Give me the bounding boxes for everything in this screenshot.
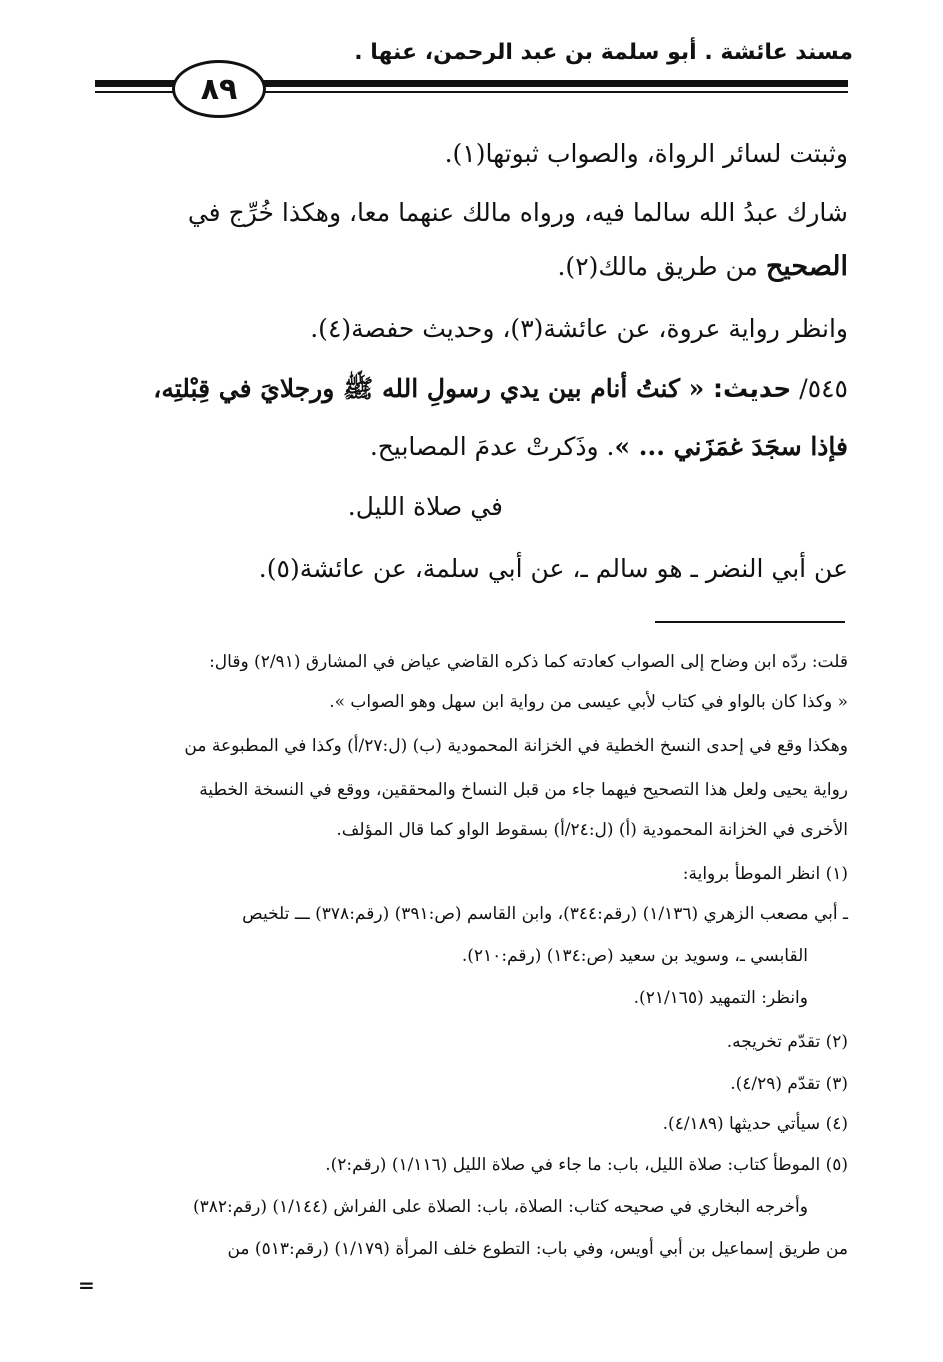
running-header: مسند عائشة . أبو سلمة بن عبد الرحمن، عنها .	[354, 40, 853, 65]
footnote-1-line-c: وانظر: التمهيد (٢١/١٦٥).	[633, 988, 808, 1008]
body-paragraph-2-rest: من طريق مالك(٢).	[557, 252, 766, 281]
footnote-separator	[655, 621, 845, 623]
body-paragraph-1: وثبتت لسائر الرواة، والصواب ثبوتها(١).	[444, 139, 848, 168]
footnote-4: (٤) سيأتي حديثها (٤/١٨٩).	[662, 1114, 848, 1134]
footnote-5-line-a: وأخرجه البخاري في صحيحه كتاب: الصلاة، باب: الصلاة على الفراش (١/١٤٤) (رقم:٣٨٢)	[192, 1197, 808, 1217]
hadith-line-1	[90, 372, 848, 406]
hadith-line-2	[90, 430, 848, 464]
footnote-note-line-3: وهكذا وقع في إحدى النسخ الخطية في الخزانة المحمودية (ب) (ل:٢٧/أ) وكذا في المطبوعة من	[184, 736, 848, 756]
footnote-1: (١) انظر الموطأ برواية:	[682, 864, 848, 884]
continuation-mark: =	[78, 1273, 95, 1297]
footnote-1-line-a: ـ أبي مصعب الزهري (١/١٣٦) (رقم:٣٤٤)، وابن القاسم (ص:٣٩١) (رقم:٣٧٨) ـــ تلخيص	[242, 904, 848, 924]
hadith-number: ٥٤٥/	[791, 374, 848, 403]
footnote-3: (٣) تقدّم (٤/٢٩).	[730, 1074, 848, 1094]
sahih-bold-word: الصحيح	[765, 251, 848, 282]
hadith-text-2-rest: . وذَكرتْ عدمَ المصابيح.	[369, 432, 615, 461]
hadith-label: حديث:	[713, 374, 792, 403]
footnote-5: (٥) الموطأ كتاب: صلاة الليل، باب: ما جاء في صلاة الليل (١/١١٦) (رقم:٢).	[325, 1155, 848, 1175]
footnote-5-line-b: من طريق إسماعيل بن أبي أويس، وفي باب: التطوع خلف المرأة (١/١٧٩) (رقم:٥١٣) من	[227, 1239, 848, 1259]
footnote-note-line-5: الأخرى في الخزانة المحمودية (أ) (ل:٢٤/أ) بسقوط الواو كما قال المؤلف.	[336, 820, 848, 840]
footnote-note-line-1: قلت: ردّه ابن وضاح إلى الصواب كعادته كما ذكره القاضي عياض في المشارق (٢/٩١) وقال:	[209, 652, 848, 672]
body-paragraph-5: عن أبي النضر ـ هو سالم ـ، عن أبي سلمة، عن عائشة(٥).	[258, 554, 848, 583]
hadith-text-2: فإذا سجَدَ غمَزَني ... »	[614, 432, 848, 461]
hadith-text-1: « كنتُ أنام بين يدي رسولِ الله ﷺ ورجلايَ في قِبْلتِه،	[153, 374, 714, 403]
page-number: ٨٩	[172, 60, 266, 118]
body-paragraph-2-line-1: شارك عبدُ الله سالما فيه، ورواه مالك عنهما معا، وهكذا خُرِّج في	[187, 198, 848, 227]
footnote-note-line-2: « وكذا كان بالواو في كتاب لأبي عيسى من رواية ابن سهل وهو الصواب ».	[329, 692, 848, 712]
footnote-1-line-b: القابسي ـ، وسويد بن سعيد (ص:١٣٤) (رقم:٢١٠).	[461, 946, 808, 966]
body-paragraph-2-line-2	[90, 250, 848, 284]
footnote-note-line-4: رواية يحيى ولعل هذا التصحيح فيهما جاء من قبل النساخ والمحققين، ووقع في النسخة الخطية	[199, 780, 848, 800]
body-paragraph-4: في صلاة الليل.	[347, 492, 503, 521]
footnote-2: (٢) تقدّم تخريجه.	[726, 1032, 848, 1052]
body-paragraph-3: وانظر رواية عروة، عن عائشة(٣)، وحديث حفصة(٤).	[310, 314, 848, 343]
